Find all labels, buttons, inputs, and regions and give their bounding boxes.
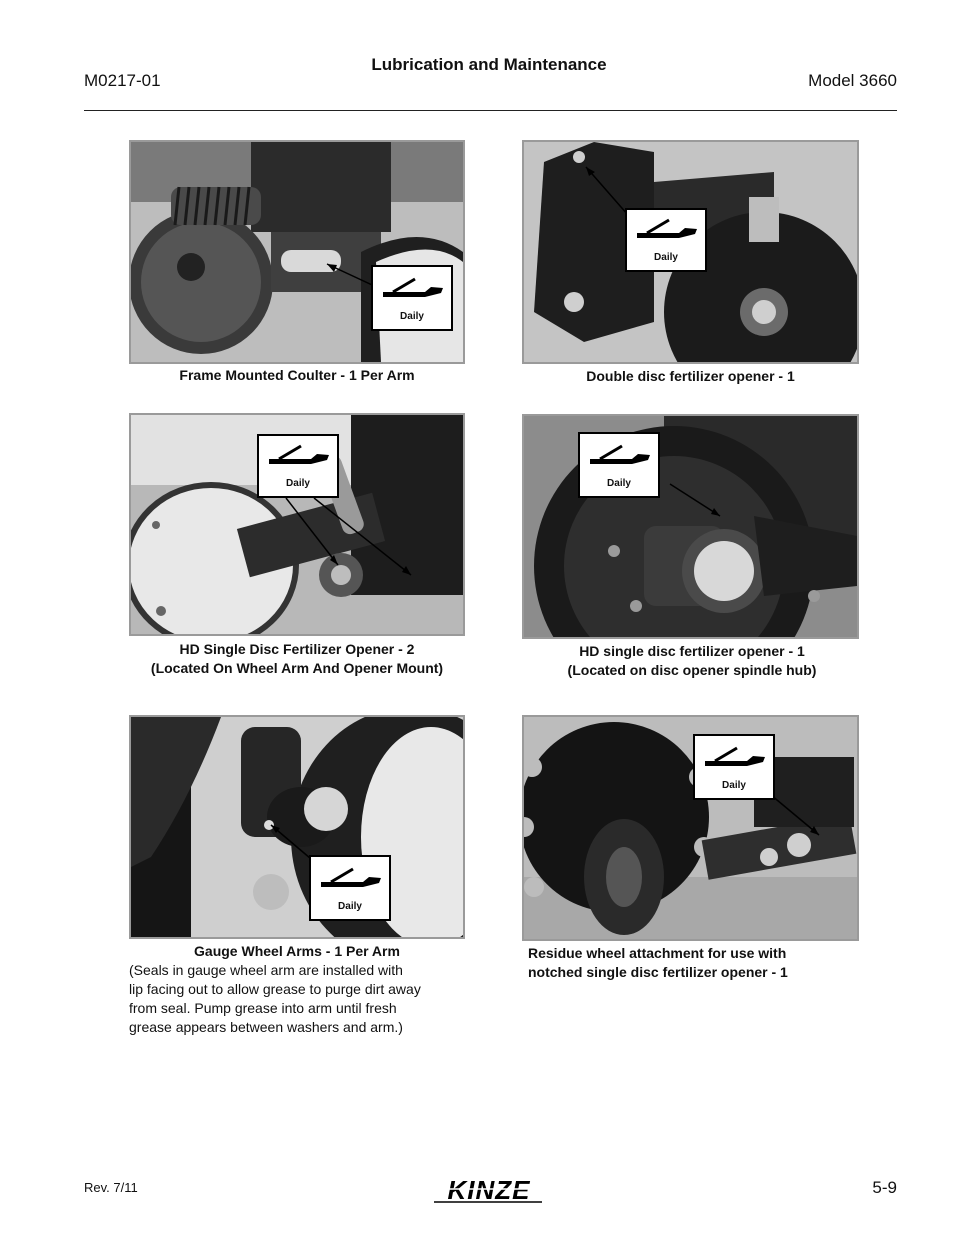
photo-residue-wheel-attachment	[522, 715, 859, 941]
daily-badge	[309, 855, 391, 921]
note-line-3: from seal. Pump grease into arm until fresh	[129, 1000, 397, 1016]
logo-text: KINZE	[447, 1175, 531, 1205]
photo-hd-single-disc-spindle-hub	[522, 414, 859, 639]
grease-gun-icon	[259, 436, 337, 474]
grease-gun-icon	[311, 857, 389, 897]
grease-gun-icon	[695, 736, 773, 776]
daily-label: Daily	[338, 901, 362, 912]
header-divider	[84, 110, 897, 111]
daily-label: Daily	[286, 478, 310, 489]
daily-label: Daily	[607, 478, 631, 489]
daily-badge	[257, 434, 339, 498]
daily-badge	[578, 432, 660, 498]
note-line-2: lip facing out to allow grease to purge dirt away	[129, 981, 421, 997]
daily-badge	[625, 208, 707, 272]
daily-label: Daily	[400, 311, 424, 322]
grease-gun-icon	[580, 434, 658, 474]
section-title: Lubrication and Maintenance	[371, 55, 607, 74]
document-number: M0217-01	[84, 71, 161, 90]
caption-hd-single-disc-wheel-arm-2: (Located On Wheel Arm And Opener Mount)	[150, 660, 444, 676]
caption-residue-wheel-2: notched single disc fertilizer opener - 1	[528, 964, 788, 980]
caption-hd-single-disc-spindle-hub-2: (Located on disc opener spindle hub)	[567, 662, 817, 678]
photo-gauge-wheel-arms	[129, 715, 465, 939]
model-label: Model 3660	[808, 71, 897, 90]
daily-label: Daily	[654, 252, 678, 263]
note-line-4: grease appears between washers and arm.)	[129, 1019, 403, 1035]
grease-gun-icon	[373, 267, 451, 307]
daily-badge	[693, 734, 775, 800]
grease-gun-icon	[627, 210, 705, 248]
caption-residue-wheel-1: Residue wheel attachment for use with	[528, 945, 787, 961]
daily-badge	[371, 265, 453, 331]
caption-double-disc-opener: Double disc fertilizer opener - 1	[586, 368, 795, 384]
caption-hd-single-disc-wheel-arm-1: HD Single Disc Fertilizer Opener - 2	[179, 641, 415, 657]
note-line-1: (Seals in gauge wheel arm are installed with	[129, 962, 403, 978]
kinze-logo	[430, 1175, 548, 1205]
caption-frame-mounted-coulter: Frame Mounted Coulter - 1 Per Arm	[179, 367, 415, 383]
caption-gauge-wheel-arms: Gauge Wheel Arms - 1 Per Arm	[194, 943, 400, 959]
revision-label: Rev. 7/11	[84, 1180, 138, 1195]
daily-label: Daily	[722, 780, 746, 791]
caption-hd-single-disc-spindle-hub-1: HD single disc fertilizer opener - 1	[579, 643, 805, 659]
page-number: 5-9	[872, 1178, 897, 1197]
